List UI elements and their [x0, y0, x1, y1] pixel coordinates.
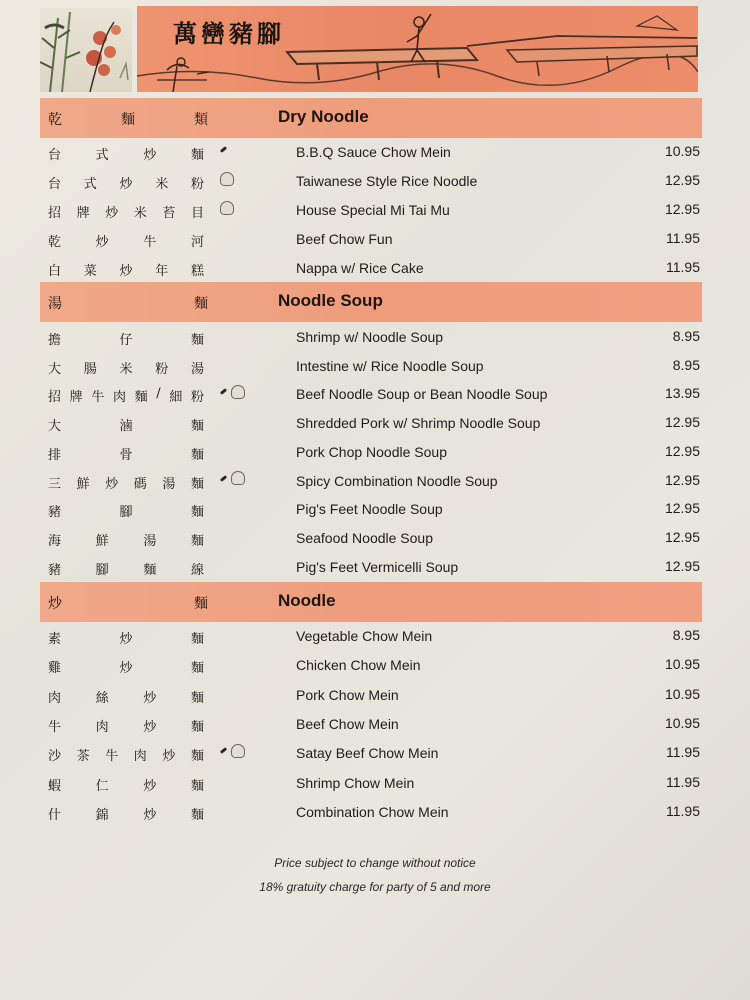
menu-item-zh-char: 蝦: [48, 778, 62, 794]
menu-item-zh-char: 湯: [162, 476, 176, 492]
gratuity-notice: 18% gratuity charge for party of 5 and more: [259, 880, 491, 894]
menu-item-zh-char: 麵: [190, 661, 204, 677]
menu-item-name-en: Shrimp w/ Noodle Soup: [296, 329, 444, 345]
menu-item-name-zh: [48, 687, 204, 706]
menu-item-name-en: Intestine w/ Rice Noodle Soup: [296, 357, 484, 374]
menu-item-zh-char: 細: [169, 390, 183, 406]
menu-item-price: 12.95: [664, 172, 700, 188]
menu-item-zh-char: 三: [48, 476, 62, 492]
menu-item-zh-char: 米: [133, 206, 147, 221]
section-title-zh-char: 類: [194, 112, 208, 128]
menu-item-name-en: Chicken Chow Mein: [296, 657, 421, 674]
menu-item-price: 12.95: [664, 201, 700, 217]
menu-item-zh-char: 擔: [48, 333, 62, 348]
menu-item-zh-char: 湯: [190, 361, 204, 377]
menu-item-zh-char: 肉: [133, 749, 147, 765]
menu-item-name-zh: [48, 804, 204, 823]
menu-item-name-en: Shredded Pork w/ Shrimp Noodle Soup: [296, 415, 541, 432]
menu-item-zh-char: 什: [48, 807, 62, 823]
menu-item-name-en: Spicy Combination Noodle Soup: [296, 472, 498, 489]
spicy-pepper-icon: [220, 747, 227, 754]
menu-item-zh-char: 炒: [119, 632, 133, 647]
menu-item: [40, 381, 704, 410]
menu-item-zh-char: 肉: [48, 690, 62, 706]
menu-item: [40, 496, 704, 525]
section-title-en: Noodle Soup: [278, 291, 383, 310]
menu-item-price: 8.95: [672, 356, 700, 373]
restaurant-title: 萬巒豬腳: [173, 19, 285, 48]
recommended-thumb-icon: [220, 201, 234, 215]
menu-item-zh-char: 麵: [134, 390, 148, 406]
menu-item-zh-char: 腳: [95, 562, 109, 578]
menu-item-zh-char: 年: [155, 264, 169, 279]
menu-item-zh-char: 茶: [76, 749, 90, 765]
menu-item-zh-char: 排: [48, 447, 62, 463]
menu-item-zh-char: 台: [48, 177, 62, 192]
menu-item-zh-char: 麵: [190, 333, 204, 348]
menu-item-name-en: Combination Chow Mein: [296, 803, 449, 820]
menu-item-price: 10.95: [664, 143, 700, 159]
menu-item-zh-char: 粉: [190, 177, 204, 192]
menu-item-zh-char: 碼: [133, 476, 147, 492]
menu-item: [40, 682, 704, 711]
menu-item-name-zh: [48, 473, 204, 492]
menu-item: [40, 139, 704, 168]
menu-item-zh-char: 式: [95, 148, 109, 163]
menu-item-name-en: Shrimp Chow Mein: [296, 774, 415, 791]
menu-item-zh-char: 滷: [119, 419, 133, 435]
menu-item-name-zh: [48, 716, 204, 735]
menu-item-name-zh: [48, 173, 204, 192]
menu-item-zh-char: 牛: [48, 719, 62, 735]
menu-item-name-en: House Special Mi Tai Mu: [296, 202, 450, 218]
menu-item-zh-char: 錦: [95, 807, 109, 823]
menu-item-name-zh: [48, 657, 204, 676]
menu-item: [40, 255, 704, 284]
menu-item-zh-char: 豬: [48, 562, 62, 578]
menu-item-zh-char: 炒: [95, 235, 109, 250]
spicy-pepper-icon: [220, 475, 227, 482]
menu-item-zh-char: 肉: [112, 390, 126, 406]
menu-item-zh-char: 麵: [190, 419, 204, 435]
menu-item-name-zh: [48, 745, 204, 764]
menu-item-zh-char: 素: [48, 632, 62, 647]
menu-item-name-en: Nappa w/ Rice Cake: [296, 260, 424, 276]
section-title-zh: [48, 293, 208, 313]
menu-item-price: 12.95: [664, 557, 700, 574]
menu-item-name-zh: [48, 329, 204, 348]
menu-item: [40, 652, 704, 681]
menu-item-zh-char: 大: [48, 419, 62, 435]
menu-item-zh-char: 炒: [143, 690, 157, 706]
menu-item-zh-char: 白: [48, 264, 62, 279]
menu-item: [40, 554, 704, 583]
menu-item-name-en: Beef Chow Fun: [296, 231, 393, 247]
menu-item-price: 11.95: [666, 259, 700, 275]
menu-item-price: 10.95: [664, 685, 700, 702]
menu-item-zh-char: 麵: [190, 476, 204, 492]
menu-item-name-en: Pig's Feet Noodle Soup: [296, 501, 443, 518]
menu-item-name-en: Taiwanese Style Rice Noodle: [296, 173, 478, 189]
menu-item-name-zh: [48, 628, 204, 647]
menu-item-price: 11.95: [666, 802, 700, 819]
menu-item: [40, 799, 704, 828]
menu-item-zh-char: 菜: [83, 264, 97, 279]
menu-item-marks: [220, 142, 260, 162]
menu-item-zh-char: 鮮: [95, 533, 109, 549]
section-header: [40, 282, 702, 322]
menu-item-zh-char: 海: [48, 533, 62, 549]
menu-item-name-zh: [48, 202, 204, 221]
menu-item-zh-char: 粉: [190, 390, 204, 406]
menu-item-zh-char: 湯: [143, 533, 157, 549]
menu-item-zh-char: 肉: [95, 719, 109, 735]
menu-item-price: 12.95: [664, 442, 700, 459]
menu-item-zh-char: 大: [48, 361, 62, 377]
menu-item-zh-char: 式: [83, 177, 97, 192]
menu-item-marks: [220, 384, 260, 404]
menu-item-price: 10.95: [664, 714, 700, 731]
menu-item-price: 12.95: [664, 471, 700, 488]
menu-item-price: 11.95: [666, 230, 700, 246]
section-title-zh-char: 麵: [121, 112, 135, 128]
menu-item-zh-char: 炒: [143, 807, 157, 823]
menu-item-marks: [220, 471, 260, 491]
menu-item-name-en: B.B.Q Sauce Chow Mein: [296, 144, 451, 160]
section-title-zh: [48, 593, 208, 613]
menu-item: [40, 324, 704, 353]
section-title-en: Dry Noodle: [278, 107, 369, 126]
menu-item-zh-char: 目: [190, 206, 204, 221]
menu-item-zh-char: 腳: [119, 505, 133, 521]
menu-item-price: 12.95: [664, 414, 700, 431]
menu-item-name-zh: [48, 386, 204, 405]
menu-item-zh-char: 雞: [48, 661, 62, 677]
menu-item: [40, 197, 704, 226]
section-title-en: Noodle: [278, 591, 336, 610]
menu-item-zh-char: 炒: [119, 661, 133, 677]
menu-item: [40, 740, 704, 769]
menu-item-zh-char: 腸: [83, 361, 97, 377]
price-notice: Price subject to change without notice: [274, 856, 476, 870]
menu-item-name-en: Beef Noodle Soup or Bean Noodle Soup: [296, 386, 548, 403]
menu-item-name-zh: [48, 260, 204, 279]
menu-item: [40, 439, 704, 468]
menu-item-price: 12.95: [664, 500, 700, 517]
section-title-zh: [48, 109, 208, 129]
menu-item-zh-char: 麵: [190, 632, 204, 647]
menu-item-zh-char: 豬: [48, 505, 62, 521]
menu-item-zh-char: 牛: [91, 390, 105, 406]
menu-item-zh-char: 鮮: [76, 476, 90, 492]
menu-item-price: 11.95: [666, 773, 700, 790]
section-title-zh-char: 乾: [48, 112, 62, 128]
menu-item: [40, 168, 704, 197]
menu-item: [40, 623, 704, 652]
section-header: [40, 582, 702, 622]
menu-item-zh-char: 仁: [95, 778, 109, 794]
menu-item-marks: [220, 743, 260, 763]
menu-item-name-en: Pork Chow Mein: [296, 686, 399, 703]
menu-item-name-en: Beef Chow Mein: [296, 715, 399, 732]
menu-item-price: 11.95: [666, 744, 700, 761]
menu-item: [40, 468, 704, 497]
menu-item-zh-char: 炒: [119, 264, 133, 279]
spicy-pepper-icon: [220, 388, 227, 395]
section-header: [40, 98, 702, 138]
menu-item-name-en: Vegetable Chow Mein: [296, 628, 433, 644]
menu-item-name-zh: [48, 415, 204, 434]
menu-item-zh-char: 糕: [190, 264, 204, 279]
menu-item: [40, 525, 704, 554]
menu-item-marks: [220, 200, 260, 220]
menu-item-zh-char: 牛: [143, 235, 157, 250]
menu-item-zh-char: 台: [48, 148, 62, 163]
spicy-pepper-icon: [220, 146, 227, 153]
menu-item-name-en: Pork Chop Noodle Soup: [296, 443, 447, 460]
menu-item-zh-char: 米: [155, 177, 169, 192]
menu-item-zh-char: 沙: [48, 749, 62, 765]
menu-item-name-zh: [48, 444, 204, 463]
menu-item-zh-char: 麵: [190, 807, 204, 823]
menu-item-zh-char: 麵: [190, 690, 204, 706]
menu-item-zh-char: 苔: [162, 206, 176, 221]
menu-item-name-zh: [48, 775, 204, 794]
menu-item-price: 13.95: [664, 385, 700, 402]
menu-item: [40, 770, 704, 799]
menu-item-zh-char: 炒: [162, 749, 176, 765]
menu-item-zh-char: 麵: [190, 778, 204, 794]
menu-item-zh-char: 牌: [69, 390, 83, 406]
menu-item-zh-char: 麵: [190, 505, 204, 521]
menu-item-name-en: Seafood Noodle Soup: [296, 529, 433, 546]
menu-item-zh-char: 粉: [155, 361, 169, 377]
menu-item-name-zh: [48, 559, 204, 578]
section-title-zh-char: 炒: [48, 596, 62, 612]
menu-item-zh-char: 招: [48, 390, 62, 406]
menu-item-zh-char: 線: [190, 562, 204, 578]
menu-item-zh-char: /: [156, 386, 161, 402]
menu-item-zh-char: 絲: [95, 690, 109, 706]
menu-item-marks: [220, 171, 260, 191]
menu-item: [40, 410, 704, 439]
menu-item-zh-char: 麵: [190, 148, 204, 163]
menu-item-zh-char: 麵: [190, 749, 204, 765]
menu-item-zh-char: 炒: [105, 206, 119, 221]
menu-item-zh-char: 仔: [119, 333, 133, 348]
menu-item-name-zh: [48, 231, 204, 250]
menu-item-zh-char: 炒: [143, 148, 157, 163]
menu-item-zh-char: 招: [48, 206, 62, 221]
menu-item-name-zh: [48, 358, 204, 377]
menu-item-price: 10.95: [664, 656, 700, 673]
section-title-zh-char: 麵: [194, 296, 208, 312]
section-title-zh-char: 麵: [194, 596, 208, 612]
menu-item: [40, 226, 704, 255]
menu-item-name-zh: [48, 530, 204, 549]
menu-item-zh-char: 炒: [143, 719, 157, 735]
recommended-thumb-icon: [231, 385, 245, 399]
menu-item-zh-char: 麵: [190, 719, 204, 735]
recommended-thumb-icon: [220, 172, 234, 186]
menu-item-zh-char: 牌: [76, 206, 90, 221]
bamboo-flower-painting-icon: [40, 8, 132, 92]
menu-item-price: 12.95: [664, 528, 700, 545]
menu-item-price: 8.95: [672, 627, 700, 643]
menu-item-zh-char: 炒: [119, 177, 133, 192]
recommended-thumb-icon: [231, 471, 245, 485]
menu-item-zh-char: 牛: [105, 749, 119, 765]
menu-item: [40, 353, 704, 382]
menu-item-zh-char: 炒: [143, 778, 157, 794]
recommended-thumb-icon: [231, 744, 245, 758]
menu-item-name-en: Satay Beef Chow Mein: [296, 745, 439, 762]
menu-item-zh-char: 麵: [143, 562, 157, 578]
menu-item-zh-char: 乾: [48, 235, 62, 250]
menu-item-zh-char: 麵: [190, 447, 204, 463]
section-title-zh-char: 湯: [48, 296, 62, 312]
menu-item-name-zh: [48, 501, 204, 520]
menu-item: [40, 711, 704, 740]
menu-item-zh-char: 炒: [105, 476, 119, 492]
menu-item-name-zh: [48, 144, 204, 163]
title-banner: [137, 6, 698, 92]
menu-item-zh-char: 米: [119, 361, 133, 377]
menu-item-name-en: Pig's Feet Vermicelli Soup: [296, 558, 459, 575]
menu-item-price: 8.95: [672, 328, 700, 344]
menu-item-zh-char: 麵: [190, 533, 204, 549]
menu-item-zh-char: 骨: [119, 447, 133, 463]
menu-item-zh-char: 河: [190, 235, 204, 250]
